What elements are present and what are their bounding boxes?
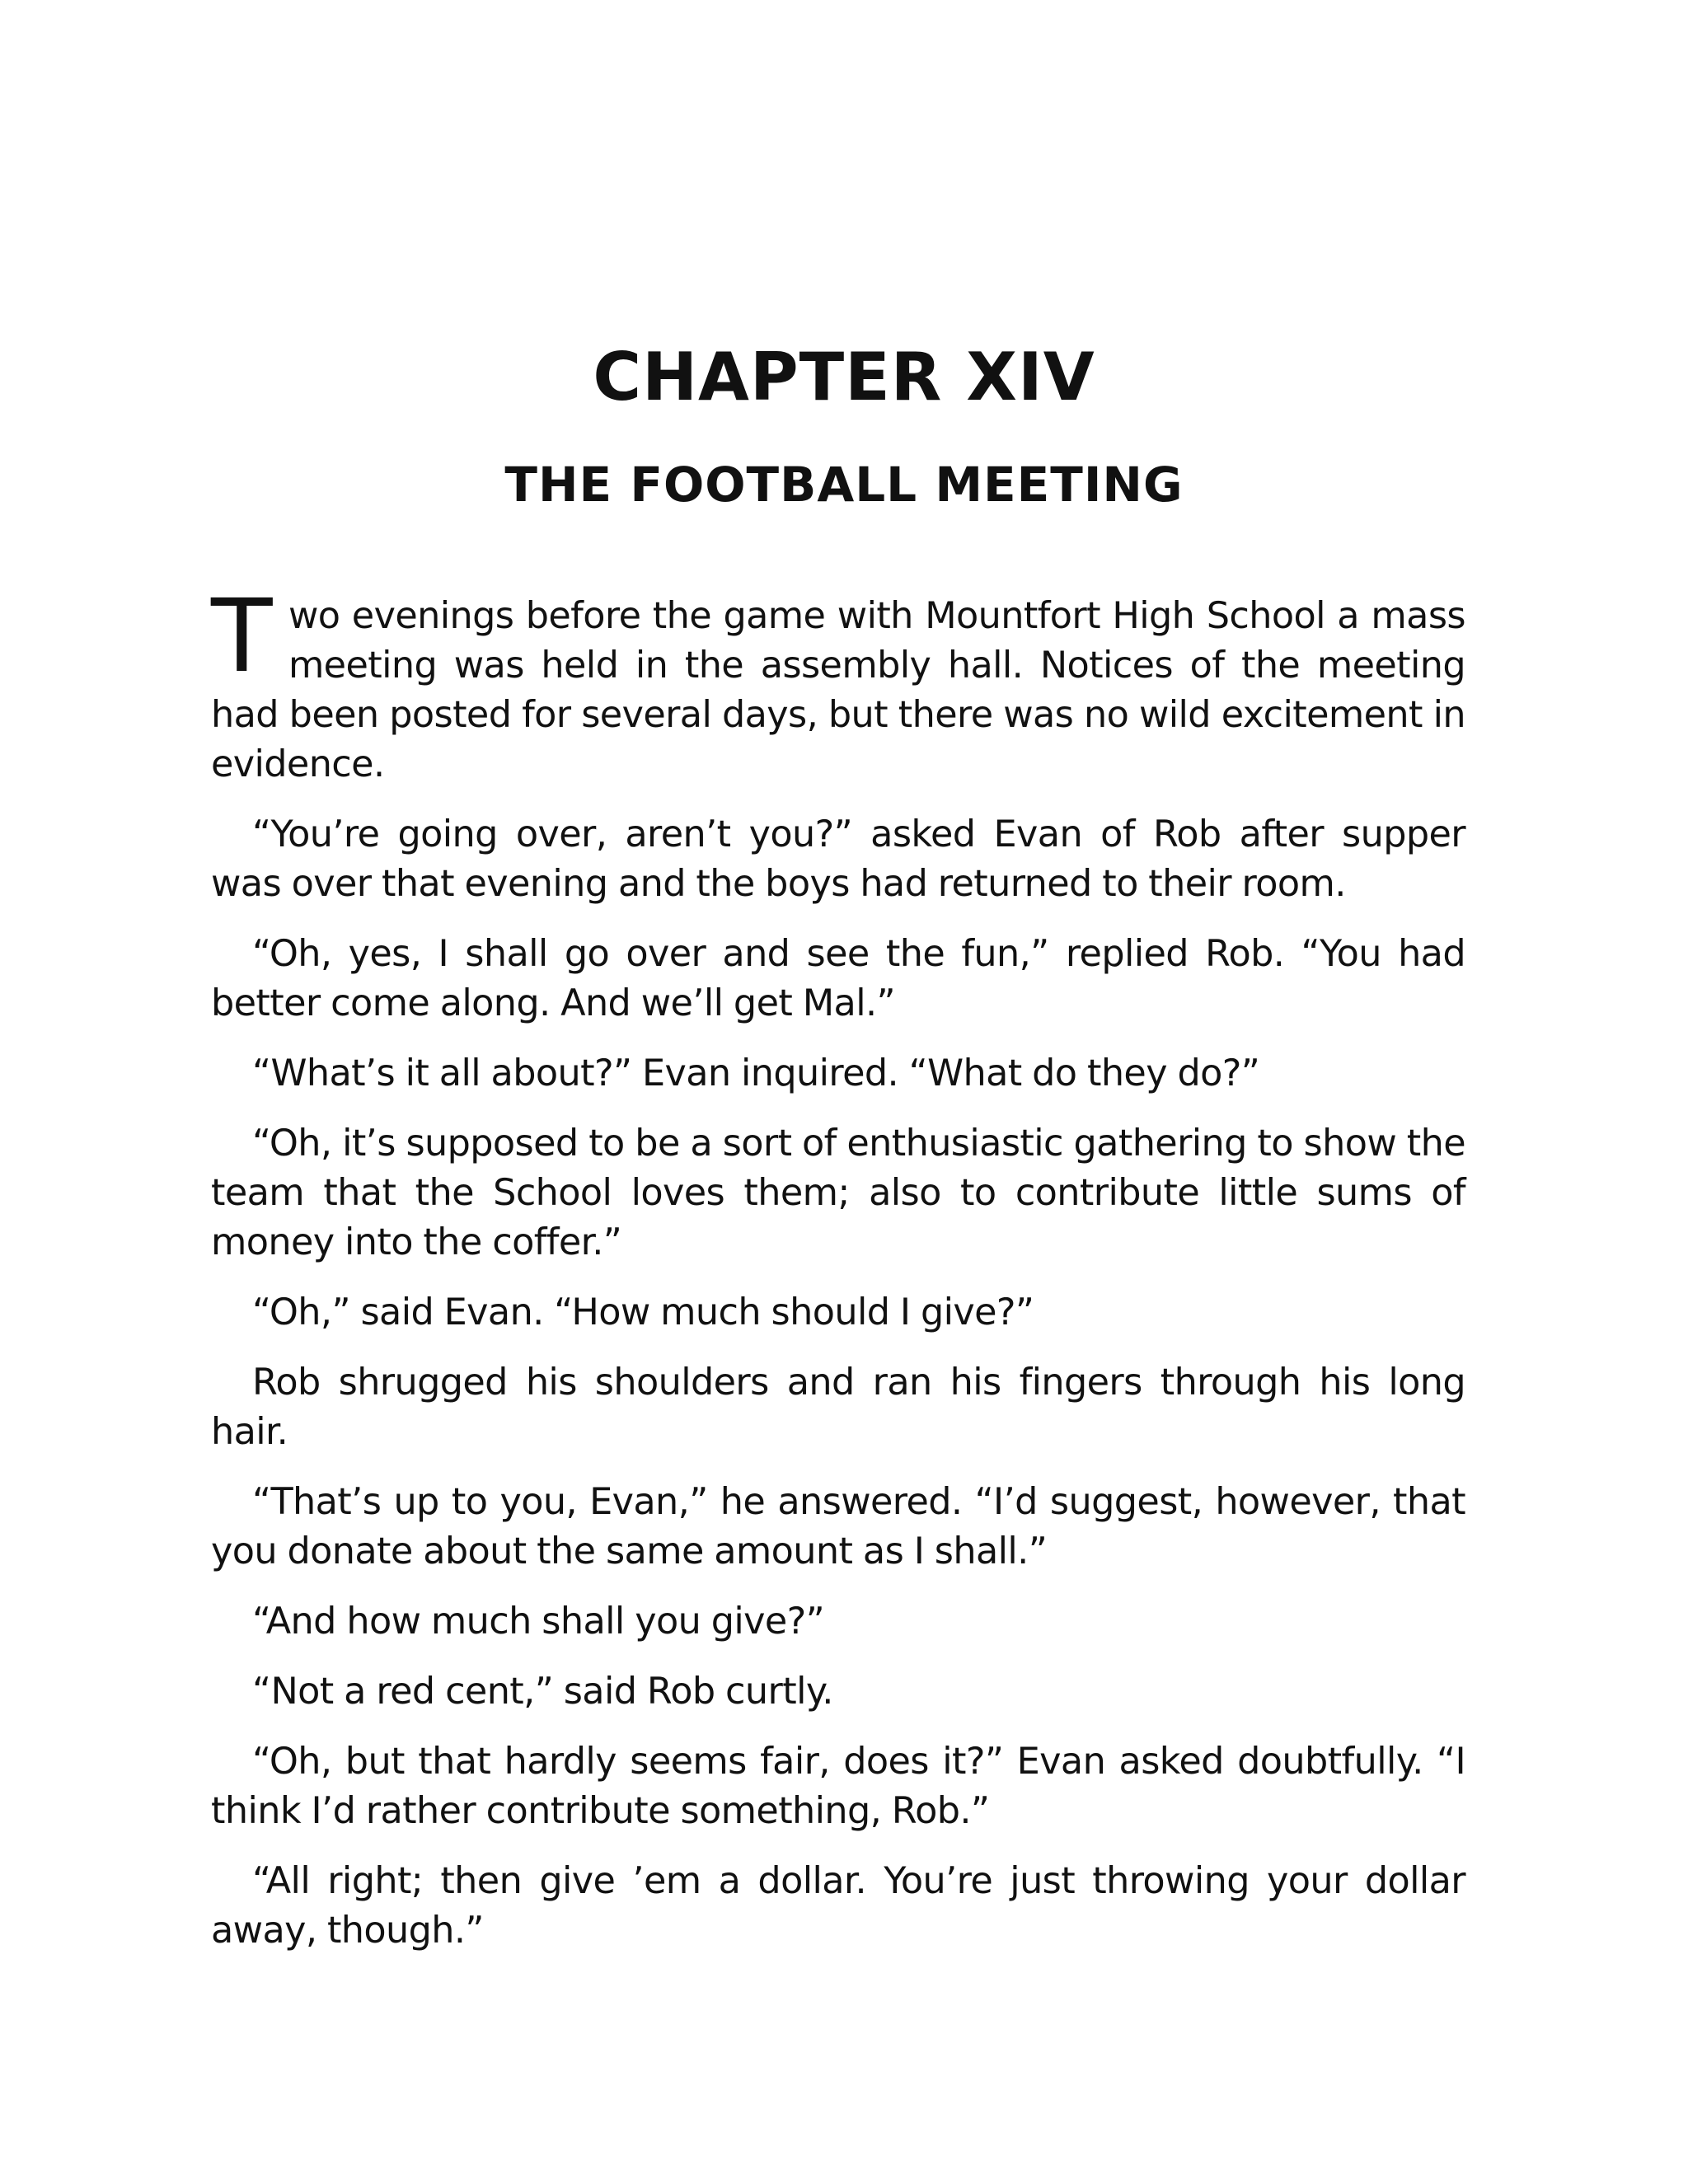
paragraph: “Not a red cent,” said Rob curtly.	[252, 1671, 833, 1713]
paragraph: “And how much shall you give?”	[252, 1601, 825, 1643]
paragraph-opening	[211, 578, 1465, 790]
paragraph: “All right; then give ’em a dollar. You’re just throwing your dollar away, though.”	[211, 1860, 1465, 1952]
paragraph-opening-text: wo evenings before the game with Mountfort High School a mass meeting was held in the assembly hall. Notices of the meeting had been posted for several days, but there was no wild excitement in evidence.	[211, 595, 1465, 785]
paragraph: “Oh, yes, I shall go over and see the fun,” replied Rob. “You had better come along. And we’ll get Mal.”	[211, 933, 1465, 1024]
paragraph: “Oh, it’s supposed to be a sort of enthusiastic gathering to show the team that the School loves them; also to contribute little sums of money into the coffer.”	[211, 1122, 1465, 1263]
paragraph: “Oh,” said Evan. “How much should I give?”	[252, 1291, 1034, 1333]
paragraph: “You’re going over, aren’t you?” asked Evan of Rob after supper was over that evening and the boys had returned to their room.	[211, 813, 1465, 905]
paragraph: “What’s it all about?” Evan inquired. “What do they do?”	[252, 1052, 1260, 1094]
paragraph: Rob shrugged his shoulders and ran his fingers through his long hair.	[211, 1361, 1465, 1453]
paragraph: “That’s up to you, Evan,” he answered. “I’d suggest, however, that you donate about the same amount as I shall.”	[211, 1481, 1465, 1572]
chapter-title: THE FOOTBALL MEETING	[504, 457, 1184, 513]
chapter-body	[211, 578, 1465, 1976]
drop-cap: T	[211, 578, 272, 695]
chapter-number: CHAPTER XIV	[593, 339, 1095, 415]
paragraph: “Oh, but that hardly seems fair, does it?” Evan asked doubtfully. “I think I’d rather contribute something, Rob.”	[211, 1741, 1465, 1832]
